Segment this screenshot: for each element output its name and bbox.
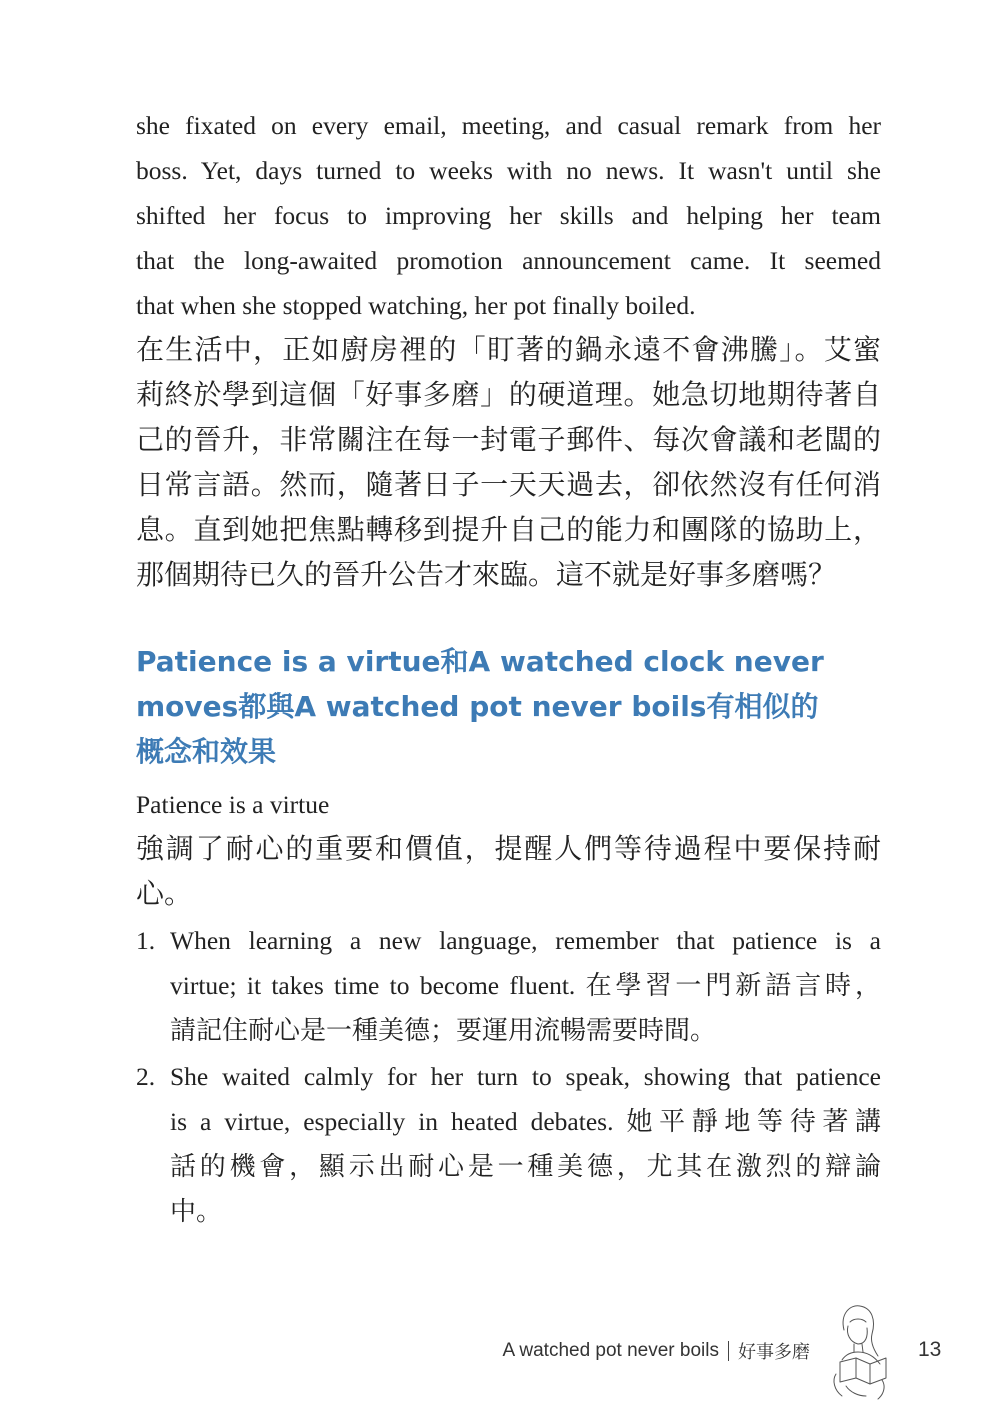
example-line: [170, 1054, 881, 1099]
reading-woman-icon: [822, 1300, 892, 1400]
example-text-zh: 請記住耐心是一種美德；要運用流暢需要時間。: [170, 1016, 717, 1046]
example-text-zh: 她平靜地等待著講: [626, 1107, 881, 1137]
footer-title-en: A watched pot never boils: [502, 1340, 719, 1361]
heading-line: moves都與A watched pot never boils有相似的: [136, 690, 819, 723]
paragraph-line: 日常言語。然而，隨著日子一天天過去，卻依然沒有任何消: [136, 468, 881, 501]
heading-line: Patience is a virtue和A watched clock never: [136, 645, 824, 678]
example-text-en: is a virtue, especially in heated debates.: [170, 1107, 627, 1136]
paragraph-line: 那個期待已久的晉升公告才來臨。這不就是好事多磨嗎？: [136, 558, 837, 591]
paragraph-line: 息。直到她把焦點轉移到提升自己的能力和團隊的協助上，: [136, 513, 881, 546]
example-text-zh: 中。: [170, 1197, 223, 1227]
subsection-title: Patience is a virtue: [136, 790, 330, 819]
example-line: [170, 1144, 881, 1189]
paragraph-line: 己的晉升，非常關注在每一封電子郵件、每次會議和老闆的: [136, 423, 881, 456]
description-line: 強調了耐心的重要和價值，提醒人們等待過程中要保持耐: [136, 832, 881, 865]
example-line: [170, 1008, 881, 1053]
example-text-en: When learning a new language, remember that patience is a: [170, 926, 881, 955]
paragraph-line: that the long-awaited promotion announcement came. It seemed: [136, 246, 881, 275]
footer-title-zh: 好事多磨: [738, 1342, 810, 1363]
example-number: 1.: [136, 926, 156, 955]
description-line: 心。: [136, 877, 193, 910]
paragraph-line: 莉終於學到這個「好事多磨」的硬道理。她急切地期待著自: [136, 378, 881, 411]
example-line: [170, 963, 881, 1008]
paragraph-line: that when she stopped watching, her pot finally boiled.: [136, 291, 696, 320]
footer-divider: [728, 1341, 729, 1361]
example-text-en: virtue; it takes time to become fluent.: [170, 971, 586, 1000]
example-text-en: She waited calmly for her turn to speak, showing that patience: [170, 1062, 881, 1091]
example-text-zh: 話的機會，顯示出耐心是一種美德，尤其在激烈的辯論: [170, 1152, 881, 1182]
example-number: 2.: [136, 1062, 156, 1091]
example-text-zh: 在學習一門新語言時，: [585, 971, 881, 1001]
paragraph-line: shifted her focus to improving her skills and helping her team: [136, 201, 881, 230]
page-number: 13: [918, 1338, 942, 1361]
running-footer: [502, 1338, 810, 1364]
paragraph-line: she fixated on every email, meeting, and casual remark from her: [136, 111, 881, 140]
paragraph-line: 在生活中，正如廚房裡的「盯著的鍋永遠不會沸騰」。艾蜜: [136, 333, 881, 366]
example-line: [170, 1099, 881, 1144]
example-line: [170, 1189, 881, 1234]
heading-line: 概念和效果: [136, 735, 277, 768]
paragraph-line: boss. Yet, days turned to weeks with no news. It wasn't until she: [136, 156, 881, 185]
example-line: [170, 918, 881, 963]
